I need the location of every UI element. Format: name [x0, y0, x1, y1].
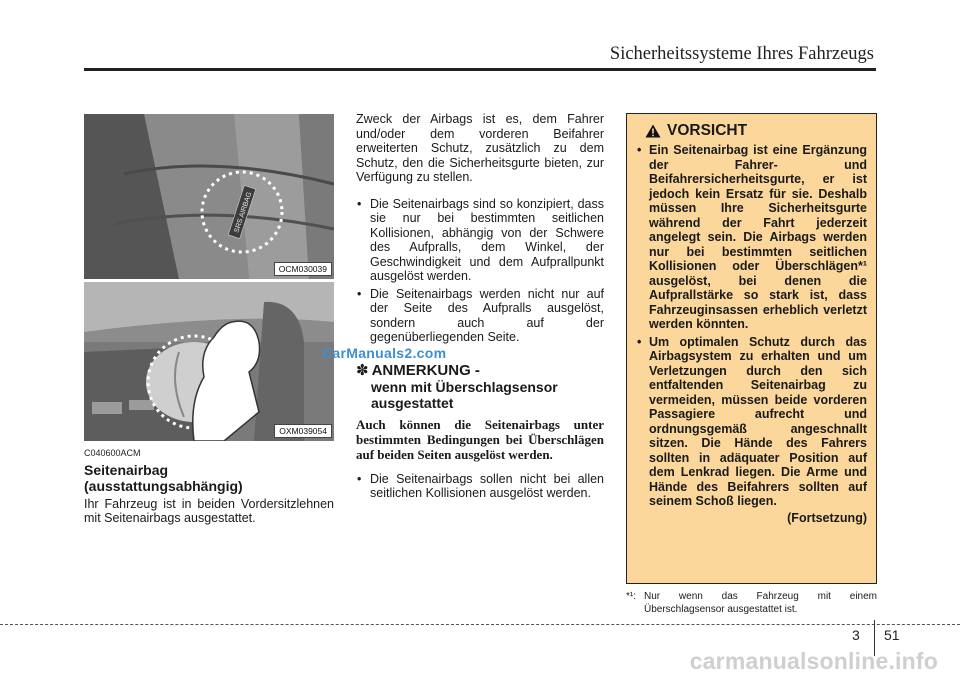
- footnote-text: Nur wenn das Fahrzeug mit einem Überschlagsensor ausgestattet ist.: [644, 591, 877, 615]
- list-item: • Die Seitenairbags sind so konzipiert, dass sie nur bei bestimmten seitlichen Kollisionen, abhängig von der Schwere des Aufpralls, dem Winkel, der Geschwindigkeit und dem Aufprallpunkt ausgelöst werden.: [356, 197, 604, 284]
- caution-box: [626, 113, 877, 584]
- figure-label-bottom: OXM039054: [274, 424, 332, 438]
- note-body: Auch können die Seitenairbags unter bestimmten Bedingungen bei Überschlägen auf beiden Seiten ausgelöst werden.: [356, 416, 604, 462]
- section-body: Ihr Fahrzeug ist in beiden Vordersitzlehnen mit Seitenairbags ausgestattet.: [84, 497, 334, 525]
- footnote-mark: *¹:: [626, 591, 636, 602]
- middle-column: [356, 112, 604, 504]
- page-header-title: Sicherheitssysteme Ihres Fahrzeugs: [609, 44, 874, 64]
- watermark-carmanuals2: CarManuals2.com: [322, 345, 447, 361]
- airbag-deploy-illustration: [84, 282, 334, 441]
- airbag-bullet-list: [356, 197, 604, 345]
- page-number: 51: [884, 627, 900, 643]
- figure-label-top: OCM030039: [274, 262, 332, 276]
- caution-title: VORSICHT: [667, 122, 748, 139]
- section-title: [84, 462, 334, 494]
- footnote: [626, 590, 877, 616]
- left-column: [84, 448, 334, 525]
- list-item: • Die Seitenairbags werden nicht nur auf der Seite des Aufpralls ausgelöst, sondern auch auf der gegenüberliegenden Seite.: [356, 287, 604, 345]
- section-title-line1: Seitenairbag: [84, 462, 169, 478]
- note-subtitle-line1: wenn mit Überschlagsensor: [371, 378, 558, 395]
- intro-paragraph: Zweck der Airbags ist es, dem Fahrer und/oder dem vorderen Beifahrer erweiterten Schutz, zusätzlich zu dem Schutz, den die Sicherheitsgurte bieten, zur Verfügung zu stellen.: [356, 112, 604, 184]
- list-item: • Die Seitenairbags sollen nicht bei allen seitlichen Kollisionen ausgelöst werden.: [356, 472, 604, 501]
- deployed-airbag-photo: [84, 282, 334, 441]
- warning-triangle-icon: [645, 124, 661, 138]
- note-subtitle-line2: ausgestattet: [371, 394, 454, 411]
- list-item: • Ein Seitenairbag ist eine Ergänzung der Fahrer- und Beifahrersicherheitsgurte, er ist jedoch kein Ersatz für sie. Deshalb müssen Ihre Sicherheitsgurte während der Fahrt jederzeit angelegt sein. Die Airbags werden nur bei bestimmten seitlichen Kollisionen oder Überschlägen*¹ ausgelöst, bei denen die Aufprallstärke so stark ist, dass Fahrzeuginsassen erheblich verletzt werden könnten.: [636, 143, 867, 332]
- seat-airbag-photo: [84, 114, 334, 279]
- caution-list: [636, 143, 867, 509]
- caution-heading: [645, 122, 867, 140]
- header-rule: [84, 68, 876, 71]
- section-title-line2: (ausstattungsabhängig): [84, 478, 243, 494]
- note-heading: [356, 363, 604, 379]
- seat-airbag-tag: SRS AIRBAG: [233, 191, 254, 234]
- list-item: • Um optimalen Schutz durch das Airbagsystem zu erhalten und um Verletzungen durch den sich entfaltenden Seitenairbag zu vermeiden, müssen beide vorderen Passagiere aufrecht und ordnungsgemäß angeschnallt sitzen. Die Hände des Fahrers sollten in adäquater Position auf dem Lenkrad liegen. Die Arme und Hände des Beifahrers sollten auf seinem Schoß liegen.: [636, 335, 867, 509]
- note-star-icon: ✽: [356, 361, 369, 379]
- caution-continued: (Fortsetzung): [787, 510, 867, 525]
- note-title: ANMERKUNG -: [371, 361, 480, 379]
- footer-dashed-line: [0, 624, 960, 625]
- seat-illustration: [84, 114, 334, 279]
- airbag-bullet-list-2: [356, 472, 604, 501]
- section-code: C040600ACM: [84, 448, 141, 458]
- watermark-carmanualsonline: carmanualsonline.info: [689, 648, 938, 674]
- chapter-number: 3: [852, 627, 860, 643]
